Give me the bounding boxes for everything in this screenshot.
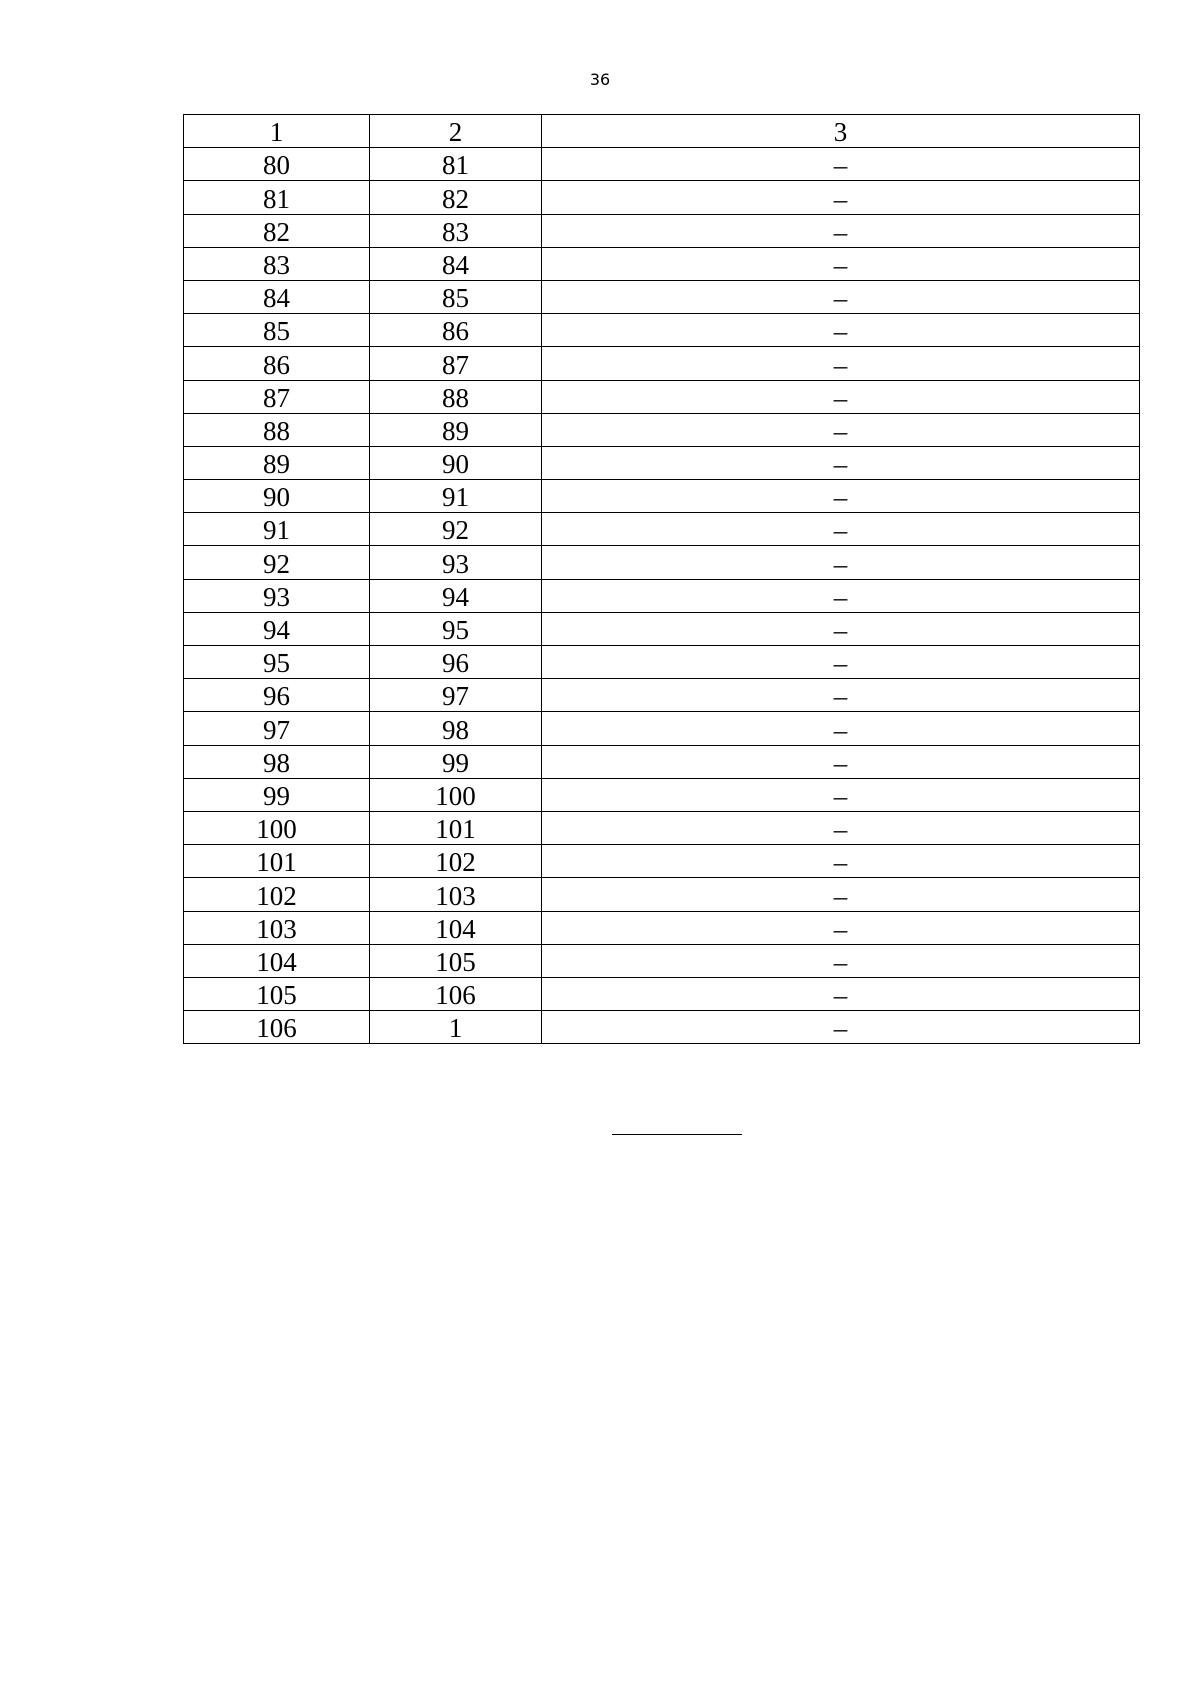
table-row <box>184 446 1140 479</box>
table-body <box>184 148 1140 1044</box>
table-row <box>184 347 1140 380</box>
table-row <box>184 911 1140 944</box>
table-cell-col-2: 84 <box>370 247 542 280</box>
table-cell-col-2: 94 <box>370 579 542 612</box>
table-cell-col-1: 91 <box>184 513 370 546</box>
table-cell-col-2: 85 <box>370 280 542 313</box>
table-cell-col-3: – <box>542 944 1140 977</box>
table-cell-col-3: – <box>542 1011 1140 1044</box>
table-row <box>184 380 1140 413</box>
table-cell-col-1: 81 <box>184 181 370 214</box>
table-row <box>184 579 1140 612</box>
table-cell-col-1: 104 <box>184 944 370 977</box>
table-cell-col-3: – <box>542 811 1140 844</box>
table-cell-col-3: – <box>542 347 1140 380</box>
table-cell-col-1: 106 <box>184 1011 370 1044</box>
table-cell-col-3: – <box>542 579 1140 612</box>
table-row <box>184 778 1140 811</box>
table-cell-col-1: 90 <box>184 480 370 513</box>
table-cell-col-3: – <box>542 712 1140 745</box>
table-cell-col-2: 106 <box>370 977 542 1010</box>
table-cell-col-2: 92 <box>370 513 542 546</box>
table-cell-col-2: 88 <box>370 380 542 413</box>
table-cell-col-1: 101 <box>184 845 370 878</box>
table-cell-col-2: 90 <box>370 446 542 479</box>
table-row <box>184 413 1140 446</box>
table-cell-col-1: 105 <box>184 977 370 1010</box>
table-row <box>184 546 1140 579</box>
table-row <box>184 646 1140 679</box>
header-col-3: 3 <box>542 115 1140 148</box>
table-cell-col-3: – <box>542 247 1140 280</box>
table-row <box>184 845 1140 878</box>
table-row <box>184 247 1140 280</box>
table-cell-col-1: 92 <box>184 546 370 579</box>
table-cell-col-2: 82 <box>370 181 542 214</box>
table-row <box>184 712 1140 745</box>
table-cell-col-3: – <box>542 977 1140 1010</box>
table-row <box>184 214 1140 247</box>
header-col-2: 2 <box>370 115 542 148</box>
table-cell-col-3: – <box>542 181 1140 214</box>
table-cell-col-2: 104 <box>370 911 542 944</box>
table-cell-col-3: – <box>542 612 1140 645</box>
page-number: 36 <box>589 70 611 89</box>
table-header <box>184 115 1140 148</box>
table-row <box>184 148 1140 181</box>
header-row <box>184 115 1140 148</box>
table-cell-col-1: 97 <box>184 712 370 745</box>
header-col-1: 1 <box>184 115 370 148</box>
table-cell-col-2: 102 <box>370 845 542 878</box>
table-cell-col-2: 87 <box>370 347 542 380</box>
table-row <box>184 612 1140 645</box>
table-cell-col-1: 94 <box>184 612 370 645</box>
table-row <box>184 977 1140 1010</box>
table-row <box>184 314 1140 347</box>
table-cell-col-3: – <box>542 679 1140 712</box>
table-cell-col-1: 89 <box>184 446 370 479</box>
table-row <box>184 1011 1140 1044</box>
table-cell-col-1: 95 <box>184 646 370 679</box>
table-cell-col-3: – <box>542 845 1140 878</box>
table-cell-col-3: – <box>542 513 1140 546</box>
table-cell-col-2: 81 <box>370 148 542 181</box>
table-cell-col-1: 86 <box>184 347 370 380</box>
table-cell-col-2: 95 <box>370 612 542 645</box>
table-cell-col-3: – <box>542 878 1140 911</box>
table-cell-col-2: 93 <box>370 546 542 579</box>
table-cell-col-1: 80 <box>184 148 370 181</box>
table-cell-col-2: 103 <box>370 878 542 911</box>
table-cell-col-2: 1 <box>370 1011 542 1044</box>
table-cell-col-2: 101 <box>370 811 542 844</box>
table-cell-col-1: 99 <box>184 778 370 811</box>
table-cell-col-1: 84 <box>184 280 370 313</box>
table-cell-col-3: – <box>542 314 1140 347</box>
table-cell-col-3: – <box>542 911 1140 944</box>
table-cell-col-3: – <box>542 380 1140 413</box>
table-cell-col-1: 83 <box>184 247 370 280</box>
table-row <box>184 679 1140 712</box>
table-cell-col-3: – <box>542 280 1140 313</box>
table-cell-col-2: 96 <box>370 646 542 679</box>
table-row <box>184 480 1140 513</box>
table-cell-col-1: 98 <box>184 745 370 778</box>
table-cell-col-1: 100 <box>184 811 370 844</box>
table-cell-col-3: – <box>542 480 1140 513</box>
table-cell-col-1: 96 <box>184 679 370 712</box>
table-cell-col-2: 98 <box>370 712 542 745</box>
table-row <box>184 513 1140 546</box>
table-cell-col-2: 91 <box>370 480 542 513</box>
table-row <box>184 878 1140 911</box>
table-cell-col-2: 100 <box>370 778 542 811</box>
table-cell-col-1: 102 <box>184 878 370 911</box>
table-cell-col-1: 85 <box>184 314 370 347</box>
table-cell-col-1: 103 <box>184 911 370 944</box>
table-cell-col-1: 82 <box>184 214 370 247</box>
coordinates-table <box>183 114 1140 1044</box>
table-cell-col-3: – <box>542 546 1140 579</box>
table-cell-col-3: – <box>542 778 1140 811</box>
table-cell-col-2: 83 <box>370 214 542 247</box>
table-cell-col-2: 97 <box>370 679 542 712</box>
table-cell-col-3: – <box>542 646 1140 679</box>
table-row <box>184 944 1140 977</box>
table-cell-col-1: 88 <box>184 413 370 446</box>
table-cell-col-1: 87 <box>184 380 370 413</box>
table-row <box>184 745 1140 778</box>
table-cell-col-3: – <box>542 446 1140 479</box>
table-cell-col-3: – <box>542 413 1140 446</box>
table-cell-col-3: – <box>542 148 1140 181</box>
table-cell-col-2: 99 <box>370 745 542 778</box>
table-cell-col-1: 93 <box>184 579 370 612</box>
table-cell-col-3: – <box>542 745 1140 778</box>
table-cell-col-3: – <box>542 214 1140 247</box>
table-row <box>184 181 1140 214</box>
end-of-document-rule <box>612 1134 742 1135</box>
table-cell-col-2: 86 <box>370 314 542 347</box>
table-row <box>184 280 1140 313</box>
table-cell-col-2: 105 <box>370 944 542 977</box>
table-cell-col-2: 89 <box>370 413 542 446</box>
table-row <box>184 811 1140 844</box>
